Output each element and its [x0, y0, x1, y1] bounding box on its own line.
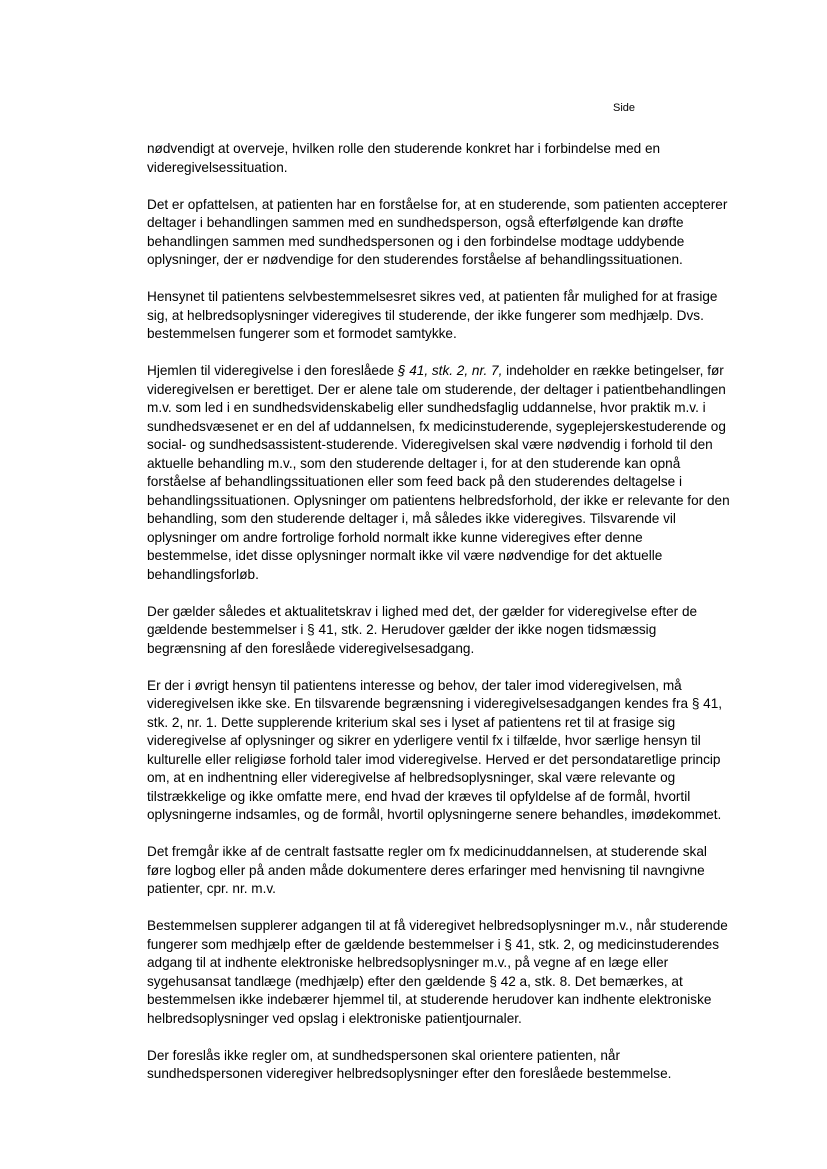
text-line: sig, at helbredsoplysninger videregives til studerende, der ikke fungerer som medhjælp. Dvs. — [147, 307, 704, 323]
paragraph-8 — [147, 917, 747, 1028]
paragraph-7 — [147, 843, 747, 899]
paragraph-3 — [147, 288, 747, 344]
text-line: videregivelse af oplysninger og sikrer en yderligere ventil fx i tilfælde, hvor særlige hensyn til — [147, 733, 701, 748]
text-line: adgang til at indhente elektroniske helbredsoplysninger m.v., på vegne af en læge eller — [147, 955, 669, 970]
text-line: Der foreslås ikke regler om, at sundhedspersonen skal orientere patienten, når — [147, 1047, 621, 1063]
text-line: videregivelsen ikke ske. En tilsvarende begrænsning i videregivelsesadgangen kendes fra § 41, — [147, 696, 723, 711]
text-segment: indeholder en række betingelser, før — [502, 363, 724, 378]
text-line: begrænsning af den foreslåede videregivelsesadgang. — [147, 640, 475, 656]
paragraph-6 — [147, 677, 747, 825]
paragraph-4 — [147, 362, 747, 584]
text-line: nødvendigt at overveje, hvilken rolle den studerende konkret har i forbindelse med en — [147, 141, 661, 156]
text-line: kulturelle eller religiøse forhold taler imod videregivelse. Herved er det persondataretlige princip — [147, 751, 721, 767]
text-line: oplysningerne indsamles, og de formål, hvortil oplysningerne senere behandles, imødekommet. — [147, 807, 722, 822]
text-segment: Hjemlen til videregivelse i den foreslåede — [147, 363, 398, 378]
text-line: behandlingssituationen. Oplysninger om patientens helbredsforhold, der ikke er relevante for den — [147, 492, 730, 508]
text-line — [147, 362, 747, 381]
text-line: sygehusansat tandlæge (medhjælp) efter den gældende § 42 a, stk. 8. Det bemærkes, at — [147, 973, 683, 989]
text-line: Det er opfattelsen, at patienten har en forståelse for, at en studerende, som patienten accepterer — [147, 196, 728, 212]
text-line: Der gælder således et aktualitetskrav i lighed med det, der gælder for videregivelse efter de — [147, 603, 698, 619]
text-line: helbredsoplysninger ved opslag i elektroniske patientjournaler. — [147, 1010, 522, 1026]
text-line: bestemmelsen ikke indebærer hjemmel til, at studerende herudover kan indhente elektroniske — [147, 992, 712, 1007]
text-line: stk. 2, nr. 1. Dette supplerende kriterium skal ses i lyset af patientens ret til at frasige sig — [147, 714, 676, 730]
text-line: videregivelsessituation. — [147, 159, 288, 175]
legal-reference: § 41, stk. 2, nr. 7, — [397, 363, 503, 378]
text-line: oplysninger om andre fortrolige forhold normalt ikke kunne videregives efter denne — [147, 529, 643, 545]
text-line: bestemmelsen fungerer som et formodet samtykke. — [147, 326, 457, 341]
paragraph-9 — [147, 1047, 747, 1084]
text-line: tilstrækkelige og ikke omfatte mere, end hvad der kræves til opfyldelse af de formål, hvortil — [147, 788, 691, 804]
text-line: Hensynet til patientens selvbestemmelsesret sikres ved, at patienten får mulighed for at frasige — [147, 289, 718, 304]
text-line: deltager i behandlingen sammen med en sundhedsperson, også efterfølgende kan drøfte — [147, 215, 684, 230]
text-line: føre logbog eller på anden måde dokumentere deres erfaringer med henvisning til navngivne — [147, 862, 705, 878]
text-line: behandlingsforløb. — [147, 566, 259, 582]
text-line: forståelse af behandlingssituationen eller som feed back på den studerendes deltagelse i — [147, 474, 683, 489]
text-line: behandling, som den studerende deltager i, må således ikke videregives. Tilsvarende vil — [147, 511, 676, 526]
text-line: gældende bestemmelser i § 41, stk. 2. Herudover gælder der ikke nogen tidsmæssig — [147, 622, 657, 637]
text-line: behandlingen sammen med sundhedspersonen og i den forbindelse modtage uddybende — [147, 233, 685, 249]
page-header-side-label: Side — [613, 102, 636, 114]
text-line: social- og sundhedsassistent-studerende. Videregivelsen skal være nødvendig i forhold til den — [147, 437, 713, 452]
text-line: sundhedspersonen videregiver helbredsoplysninger efter den foreslåede bestemmelse. — [147, 1066, 672, 1081]
text-line: bestemmelse, idet disse oplysninger normalt ikke vil være nødvendige for det aktuelle — [147, 548, 663, 563]
paragraph-1 — [147, 140, 747, 177]
text-line: om, at en indhentning eller videregivelse af helbredsoplysninger, skal være relevante og — [147, 770, 676, 785]
text-line: oplysninger, der er nødvendige for den studerendes forståelse af behandlingssituationen. — [147, 252, 683, 267]
text-line: Bestemmelsen supplerer adgangen til at få videregivet helbredsoplysninger m.v., når studerende — [147, 918, 728, 933]
text-line: Er der i øvrigt hensyn til patientens interesse og behov, der taler imod videregivelsen, må — [147, 677, 682, 693]
paragraph-2 — [147, 196, 747, 270]
text-line: sundhedsvæsenet er en del af uddannelsen, fx medicinstuderende, sygeplejerskestuderende og — [147, 418, 726, 434]
text-line: videregivelsen er berettiget. Der er alene tale om studerende, der deltager i patientbehandlingen — [147, 381, 726, 397]
text-line: fungerer som medhjælp efter de gældende bestemmelser i § 41, stk. 2, og medicinstuderendes — [147, 936, 719, 952]
text-line: patienter, cpr. nr. m.v. — [147, 881, 276, 896]
text-line: aktuelle behandling m.v., som den studerende deltager i, for at den studerende kan opnå — [147, 455, 681, 471]
document-body — [147, 140, 747, 1102]
text-line: Det fremgår ikke af de centralt fastsatte regler om fx medicinuddannelsen, at studerende skal — [147, 844, 707, 859]
text-line: m.v. som led i en sundhedsvidenskabelig eller sundhedsfaglig uddannelse, hvor praktik m.v. i — [147, 400, 706, 415]
paragraph-5 — [147, 603, 747, 659]
